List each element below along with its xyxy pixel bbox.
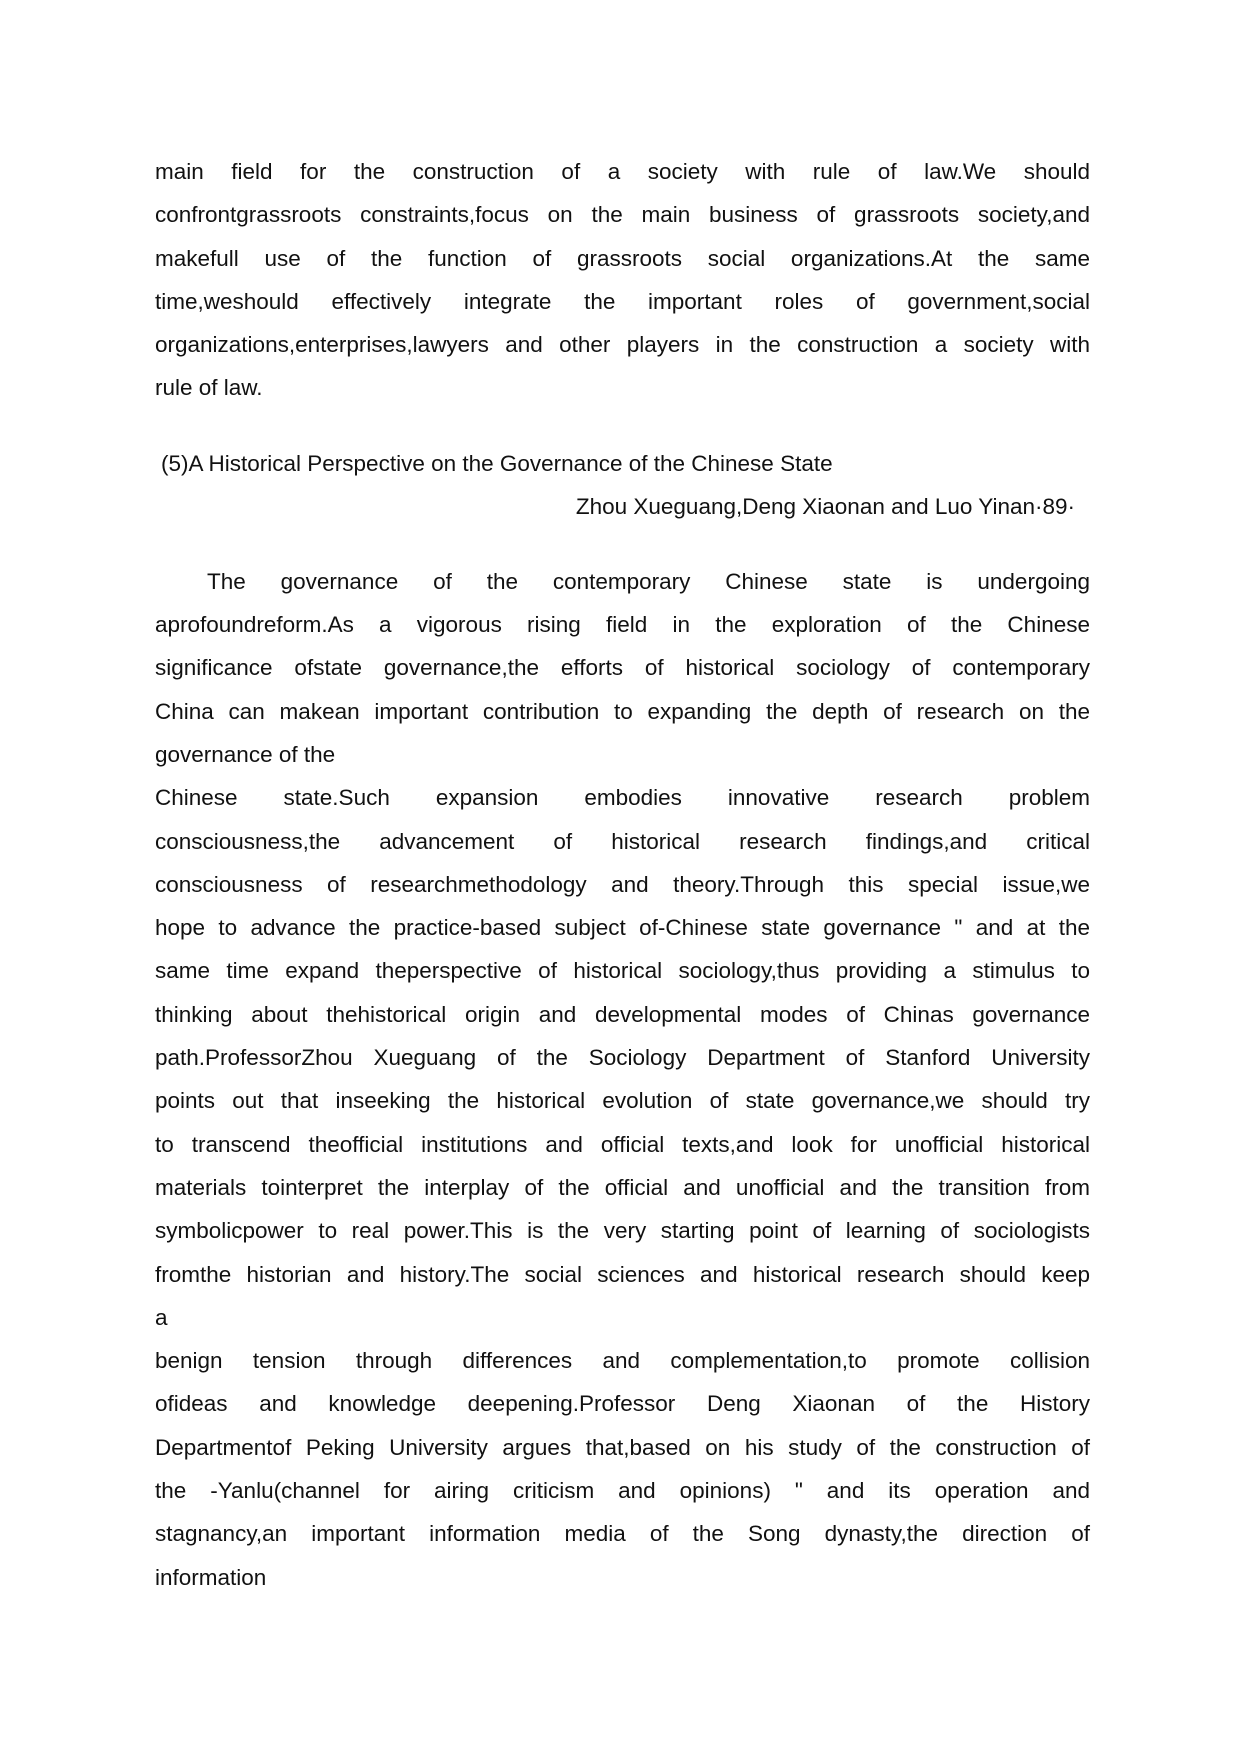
text-line: materials tointerpret the interplay of the official and unofficial and the transition from <box>155 1174 1090 1200</box>
text-line: symbolicpower to real power.This is the very starting point of learning of sociologists <box>155 1218 1090 1244</box>
text-line: The governance of the contemporary Chinese state is undergoing <box>207 568 1090 594</box>
text-line: China can makean important contribution to expanding the depth of research on the <box>155 698 1090 724</box>
article-authors: Zhou Xueguang,Deng Xiaonan and Luo Yinan·89· <box>575 493 1075 519</box>
text-line: Departmentof Peking University argues that,based on his study of the construction of <box>155 1434 1090 1460</box>
text-line: time,weshould effectively integrate the important roles of government,social <box>155 288 1090 314</box>
text-line: to transcend theofficial institutions and official texts,and look for unofficial historical <box>155 1131 1090 1157</box>
text-line: thinking about thehistorical origin and developmental modes of Chinas governance <box>155 1001 1090 1027</box>
text-line: hope to advance the practice-based subject of‐Chinese state governance " and at the <box>155 915 1090 941</box>
text-line: governance of the <box>155 741 336 767</box>
text-line: rule of law. <box>155 375 263 401</box>
text-line: ofideas and knowledge deepening.Professor Deng Xiaonan of the History <box>155 1391 1090 1417</box>
text-line: points out that inseeking the historical evolution of state governance,we should try <box>155 1088 1090 1114</box>
text-line: fromthe historian and history.The social sciences and historical research should keep <box>155 1261 1090 1287</box>
paragraph-governance-intro <box>155 560 1090 776</box>
text-line: information <box>155 1564 267 1590</box>
paragraph-rule-of-law <box>155 150 1090 410</box>
text-line: consciousness,the advancement of historical research findings,and critical <box>155 828 1090 854</box>
paragraph-special-issue <box>155 776 1090 1339</box>
text-line: main field for the construction of a society with rule of law.We should <box>155 159 1090 184</box>
article-title: (5)A Historical Perspective on the Governance of the Chinese State <box>161 450 833 476</box>
article-heading <box>155 442 1090 528</box>
text-line: confrontgrassroots constraints,focus on the main business of grassroots society,and <box>155 202 1090 228</box>
text-line: path.ProfessorZhou Xueguang of the Sociology Department of Stanford University <box>155 1045 1090 1071</box>
text-line: the ‐Yanlu(channel for airing criticism and opinions) " and its operation and <box>155 1478 1090 1504</box>
document-page <box>155 150 1090 1599</box>
text-line: consciousness of researchmethodology and theory.Through this special issue,we <box>155 871 1090 897</box>
text-line: stagnancy,an important information media of the Song dynasty,the direction of <box>155 1521 1090 1547</box>
paragraph-yanlu <box>155 1339 1090 1599</box>
text-line: makefull use of the function of grassroots social organizations.At the same <box>155 245 1090 271</box>
text-line: Chinese state.Such expansion embodies innovative research problem <box>155 785 1090 811</box>
text-line: aprofoundreform.As a vigorous rising field in the exploration of the Chinese <box>155 612 1090 638</box>
text-line: organizations,enterprises,lawyers and other players in the construction a society with <box>155 332 1090 358</box>
text-line: benign tension through differences and complementation,to promote collision <box>155 1348 1090 1374</box>
text-line: significance ofstate governance,the efforts of historical sociology of contemporary <box>155 655 1090 681</box>
text-line: a <box>155 1304 168 1330</box>
text-line: same time expand theperspective of historical sociology,thus providing a stimulus to <box>155 958 1090 984</box>
